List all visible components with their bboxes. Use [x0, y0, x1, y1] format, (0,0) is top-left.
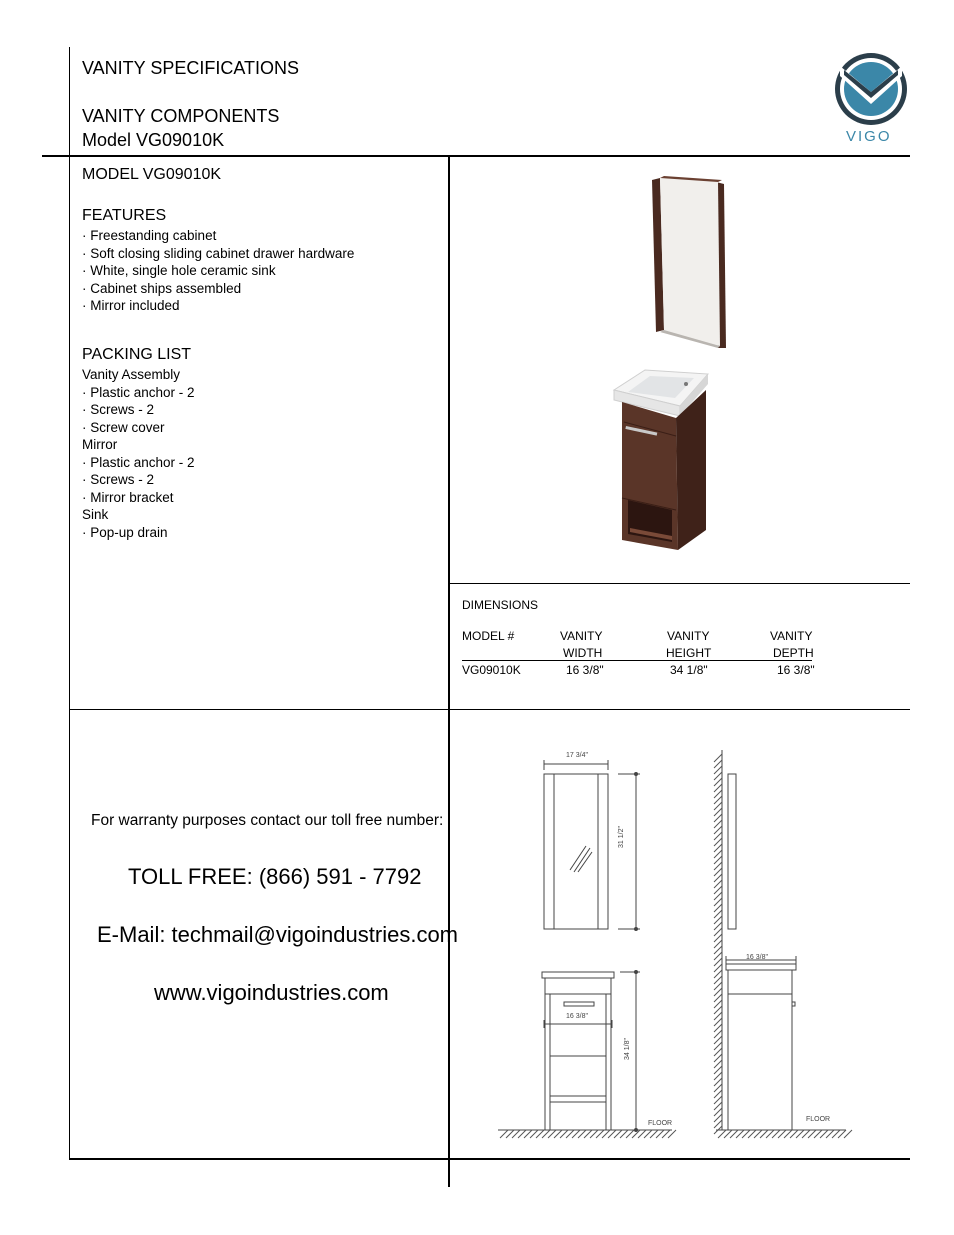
list-item: · Pop-up drain: [82, 524, 168, 540]
row-height: 34 1/8": [670, 663, 708, 677]
row-model: VG09010K: [462, 663, 521, 677]
mirror-front-view: [544, 760, 640, 931]
list-item: Mirror: [82, 437, 118, 452]
col-depth-2: DEPTH: [773, 646, 814, 660]
hatching: [500, 754, 852, 1138]
vanity-width-label: 16 3/8": [566, 1013, 588, 1020]
col-width-1: VANITY: [560, 629, 603, 643]
col-height-1: VANITY: [667, 629, 710, 643]
list-item: · Mirror included: [82, 298, 180, 313]
row-width: 16 3/8": [566, 663, 604, 677]
vigo-logo: [826, 48, 916, 148]
bottom-rule: [69, 1158, 910, 1160]
technical-drawing: [490, 740, 860, 1150]
floor-label-side: FLOOR: [806, 1116, 831, 1123]
col-height-2: HEIGHT: [666, 646, 712, 660]
list-item: · Plastic anchor - 2: [82, 384, 195, 400]
row-depth: 16 3/8": [777, 663, 815, 677]
page-subtitle: VANITY COMPONENTS: [82, 106, 280, 126]
warranty-text: For warranty purposes contact our toll free number:: [91, 812, 444, 829]
col-depth-1: VANITY: [770, 629, 813, 643]
left-border: [69, 47, 70, 1160]
vanity-height-label: 34 1/8": [624, 1038, 631, 1060]
model-heading: MODEL VG09010K: [82, 166, 222, 183]
table-rule: [462, 660, 812, 661]
list-item: · White, single hole ceramic sink: [82, 263, 276, 278]
list-item: · Screws - 2: [82, 472, 155, 487]
website-link[interactable]: www.vigoindustries.com: [154, 980, 389, 1005]
page-title: VANITY SPECIFICATIONS: [82, 58, 300, 78]
list-item: · Screws - 2: [82, 402, 155, 417]
dimensions-rule: [450, 583, 910, 584]
side-view: [716, 750, 846, 1130]
dimensions-heading: DIMENSIONS: [462, 598, 539, 612]
list-item: · Freestanding cabinet: [82, 228, 217, 243]
list-item: · Plastic anchor - 2: [82, 454, 195, 470]
floor-label-front: FLOOR: [648, 1120, 673, 1127]
list-item: Sink: [82, 507, 109, 522]
vanity-depth-label: 16 3/8": [746, 954, 768, 961]
packing-heading: PACKING LIST: [82, 346, 192, 363]
header-rule: [42, 155, 910, 157]
vanity-illustration: [614, 370, 708, 550]
mirror-illustration: [652, 176, 726, 348]
logo-text: VIGO: [846, 128, 892, 145]
center-divider: [448, 157, 450, 1187]
mirror-width-label: 17 3/4": [566, 752, 588, 759]
product-image: [480, 170, 880, 570]
list-item: · Screw cover: [82, 419, 165, 435]
list-item: Vanity Assembly: [82, 367, 181, 382]
features-heading: FEATURES: [82, 207, 167, 224]
mirror-height-label: 31 1/2": [618, 826, 625, 848]
model-line: Model VG09010K: [82, 130, 225, 150]
list-item: · Mirror bracket: [82, 489, 174, 505]
middle-rule: [69, 709, 910, 710]
col-width-2: WIDTH: [563, 646, 603, 660]
email-address: E-Mail: techmail@vigoindustries.com: [97, 922, 459, 947]
vanity-front-view: [498, 971, 672, 1132]
list-item: · Soft closing sliding cabinet drawer hardware: [82, 245, 355, 261]
col-model: MODEL #: [462, 629, 515, 643]
list-item: · Cabinet ships assembled: [82, 280, 242, 296]
toll-free-number: TOLL FREE: (866) 591 - 7792: [128, 864, 422, 889]
